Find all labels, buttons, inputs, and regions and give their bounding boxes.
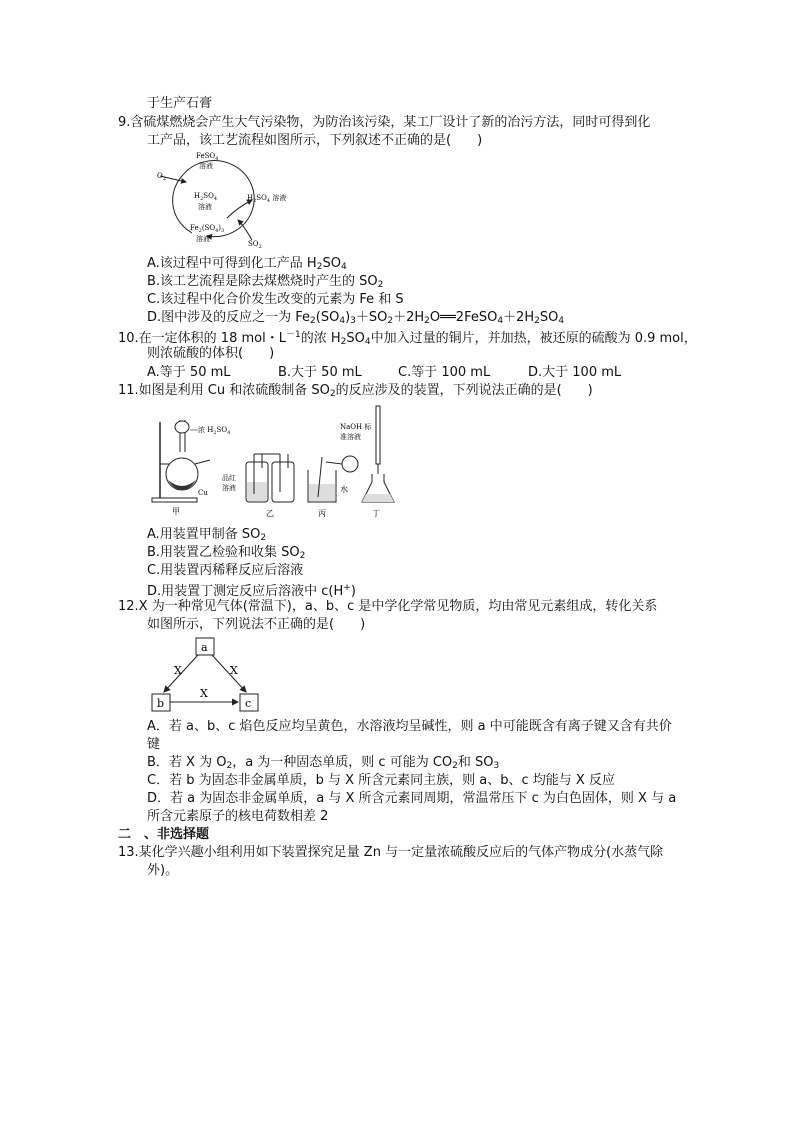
label-jia: 甲 — [172, 507, 180, 516]
q11-stem: 11.如图是利用 Cu 和浓硫酸制备 $SO_2$的反应涉及的装置，下列说法正确的是( ) — [118, 383, 593, 399]
label-ding: 丁 — [372, 509, 380, 518]
q9-o2-label: $O_2$ — [157, 172, 166, 182]
q12-stem-line2: 如图所示，下列说法不正确的是( ) — [147, 617, 366, 632]
node-b-label: b — [157, 697, 165, 710]
q12-option-c: C．若 b 为固态非金属单质，b 与 X 所含元素同主族，则 a、b、c 均能与 X 反应 — [147, 773, 615, 788]
q12-option-a-line2: 键 — [147, 737, 161, 752]
apparatus-jia — [152, 420, 230, 516]
label-naoh-2: 准溶液 — [340, 433, 361, 441]
q11-option-a: A.用装置甲制备 $SO_2$ — [147, 527, 267, 543]
node-a-label: a — [201, 641, 208, 654]
q9-option-c: C.该过程中化合价发生改变的元素为 Fe 和 S — [147, 292, 404, 307]
arrow-x-right: X — [230, 664, 238, 677]
q10-stem-line2: 则浓硫酸的体积( ) — [147, 346, 275, 361]
label-shui: 水 — [340, 485, 348, 494]
q10-stem-line1: 10.在一定体积的 18 mol・$L^{-1}$的浓 $H_2SO_4$中加入过量的铜片，并加热，被还原的硫酸为 0.9 mol， — [118, 330, 697, 347]
q9-feso4-sol-label: 溶液 — [199, 162, 213, 170]
label-naoh-1: NaOH 标 — [340, 423, 372, 431]
q12-option-a-line1: A．若 a、b、c 焰色反应均呈黄色，水溶液均呈碱性，则 a 中可能既含有离子键又含有共价 — [147, 719, 672, 734]
q9-option-d: D.图中涉及的反应之一为 $Fe_2(SO_4)_3+SO_2+2H_2O══2FeSO_4+2H_2SO_4$ — [147, 310, 565, 326]
apparatus-bing — [308, 456, 358, 518]
q10-option-d: D.大于 100 mL — [528, 365, 622, 380]
q11-option-c: C.用装置丙稀释反应后溶液 — [147, 563, 304, 578]
q9-fe2so43-sol-label: 溶液 — [196, 235, 210, 243]
q9-stem-line2: 工产品，该工艺流程如图所示，下列叙述不正确的是( ) — [147, 133, 483, 148]
q9-stem-line1: 9.含硫煤燃烧会产生大气污染物，为防治该污染，某工厂设计了新的冶污方法，同时可得到化 — [118, 115, 651, 130]
q12-transform-diagram — [146, 634, 266, 714]
q12-stem-line1: 12.X 为一种常见气体(常温下)，a、b、c 是中学化学常见物质，均由常见元素组成，转化关系 — [118, 599, 658, 614]
node-c-label: c — [245, 697, 252, 710]
q10-option-a: A.等于 50 mL — [147, 365, 231, 380]
q9-fe2so43-label: $Fe_2(SO_4)_3$ — [190, 224, 225, 234]
q10-option-b: B.大于 50 mL — [278, 365, 362, 380]
q9-h2so4-outer-label: $H_2SO_4$ 溶液 — [247, 194, 287, 204]
q10-option-c: C.等于 100 mL — [398, 365, 491, 380]
apparatus-yi — [222, 454, 294, 518]
q12-option-d-line2: 所含元素原子的核电荷数相差 2 — [147, 809, 329, 824]
section-heading-nonchoice: 二 、非选择题 — [118, 827, 210, 842]
q12-option-b: B．若 X 为 $O_2$，a 为一种固态单质，则 c 可能为 $CO_2$和 $SO_3$ — [147, 755, 500, 771]
label-pinhong: 品红 — [222, 474, 236, 482]
label-conc-h2so4: 浓 $H_2SO_4$ — [198, 426, 231, 436]
q9-h2so4-inner-label: $H_2SO_4$ — [194, 192, 218, 202]
q9-option-b: B.该工艺流程是除去煤燃烧时产生的 $SO_2$ — [147, 274, 384, 290]
q11-option-b: B.用装置乙检验和收集 $SO_2$ — [147, 545, 306, 561]
label-yi: 乙 — [266, 509, 274, 518]
arrow-x-left: X — [174, 664, 182, 677]
arrow-x-bottom: X — [200, 687, 208, 700]
top-line: 于生产石膏 — [147, 96, 213, 111]
q11-apparatus-diagram — [150, 402, 400, 522]
q9-h2so4-inner-sol-label: 溶液 — [198, 203, 212, 211]
q9-flow-diagram — [152, 148, 292, 248]
label-rongye: 溶液 — [222, 484, 236, 492]
q12-option-d-line1: D．若 a 为固态非金属单质，a 与 X 所含元素同周期，常温常压下 c 为白色固体，则 X 与 a — [147, 791, 677, 806]
label-cu: Cu — [198, 489, 208, 497]
q9-option-a: A.该过程中可得到化工产品 $H_2SO_4$ — [147, 256, 347, 272]
q13-stem-line2: 外)。 — [147, 863, 179, 878]
q13-stem-line1: 13.某化学兴趣小组利用如下装置探究足量 Zn 与一定量浓硫酸反应后的气体产物成分(水蒸气除 — [118, 845, 664, 860]
q11-option-d: D.用装置丁测定反应后溶液中 c(H+) — [147, 583, 356, 599]
label-bing: 丙 — [318, 509, 326, 518]
q9-so2-label: $SO_2$ — [248, 240, 262, 248]
q9-feso4-label: FeSO$_4$ — [196, 152, 219, 162]
